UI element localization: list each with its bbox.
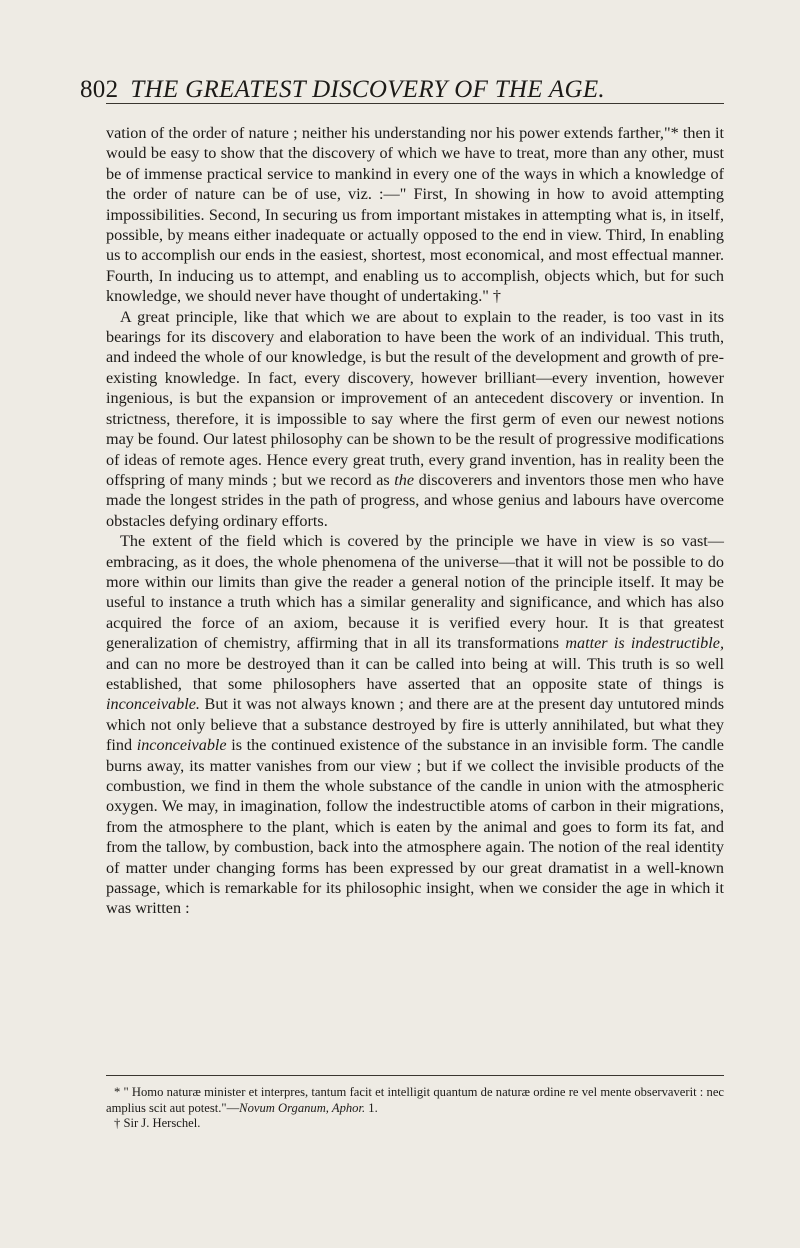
- running-title: THE GREATEST DISCOVERY OF THE AGE.: [130, 76, 605, 103]
- page-number: 802: [80, 76, 119, 103]
- paragraph-3: The extent of the field which is covered by the principle we have in view is so vast—embracing, as it does, the whole phenomena of the universe—that it will not be possible to do more within our limits than give the reader a general notion of the principle itself. It may be useful to instance a truth which has a similar generality and significance, and which has also acquired the force of an axiom, because it is verified every hour. It is that greatest generalization of chemistry, affirming that in all its transformations matter is indestructible, and can no more be destroyed than it can be called into being at will. This truth is so well established, that some philosophers have asserted that an opposite state of things is inconceivable. But it was not always known ; and there are at the present day untutored minds which not only believe that a substance destroyed by fire is utterly annihilated, but what they find inconceivable is the continued existence of the substance in an invisible form. The candle burns away, its matter vanishes from our view ; but if we collect the invisible products of the combustion, we find in them the whole substance of the candle in union with the atmospheric oxygen. We may, in imagination, follow the indestructible atoms of carbon in their migrations, from the atmosphere to the plant, which is eaten by the animal and goes to form its fat, and from the tallow, by combustion, back into the atmosphere again. The notion of the real identity of matter under changing forms has been expressed by our great dramatist in a well-known passage, which is remarkable for its philosophic insight, when we consider the age in which it was written :: [106, 532, 724, 918]
- footnotes: [106, 1085, 724, 1132]
- footnote-1: * " Homo naturæ minister et interpres, tantum facit et intelligit quantum de naturæ ordine re vel mente observaverit : nec amplius scit aut potest."—Novum Organum, Aphor. 1.: [106, 1085, 724, 1115]
- header-rule: [106, 103, 724, 104]
- footnote-rule: [106, 1075, 724, 1076]
- footnote-2: † Sir J. Herschel.: [114, 1116, 201, 1131]
- page-header: [80, 76, 740, 104]
- paragraph-2: A great principle, like that which we are about to explain to the reader, is too vast in its bearings for its discovery and elaboration to have been the work of an individual. This truth, and indeed the whole of our knowledge, is but the result of the development and growth of pre-existing knowledge. In fact, every discovery, however brilliant—every invention, however ingenious, is but the expansion or improvement of an antecedent discovery or invention. In strictness, therefore, it is impossible to say where the first germ of even our newest notions may be found. Our latest philosophy can be shown to be the result of progressive modifications of ideas of remote ages. Hence every great truth, every grand invention, has in reality been the offspring of many minds ; but we record as the discoverers and inventors those men who have made the longest strides in the path of progress, and whose genius and labours have overcome obstacles defying ordinary efforts.: [106, 307, 724, 530]
- paragraph-1: vation of the order of nature ; neither his understanding nor his power extends farther,"* then it would be easy to show that the discovery of which we have to treat, more than any other, must be of immense practical service to mankind in every one of the ways in which a knowledge of the order of nature can be of use, viz. :—" First, In showing in how to avoid attempting impossibilities. Second, In securing us from important mistakes in attempting what is, in itself, possible, by means either inadequate or actually opposed to the end in view. Third, In enabling us to accomplish our ends in the easiest, shortest, most economical, and most effectual manner. Fourth, In inducing us to attempt, and enabling us to accomplish, objects which, but for such knowledge, we should never have thought of undertaking." †: [106, 124, 724, 306]
- body-text: [106, 123, 724, 919]
